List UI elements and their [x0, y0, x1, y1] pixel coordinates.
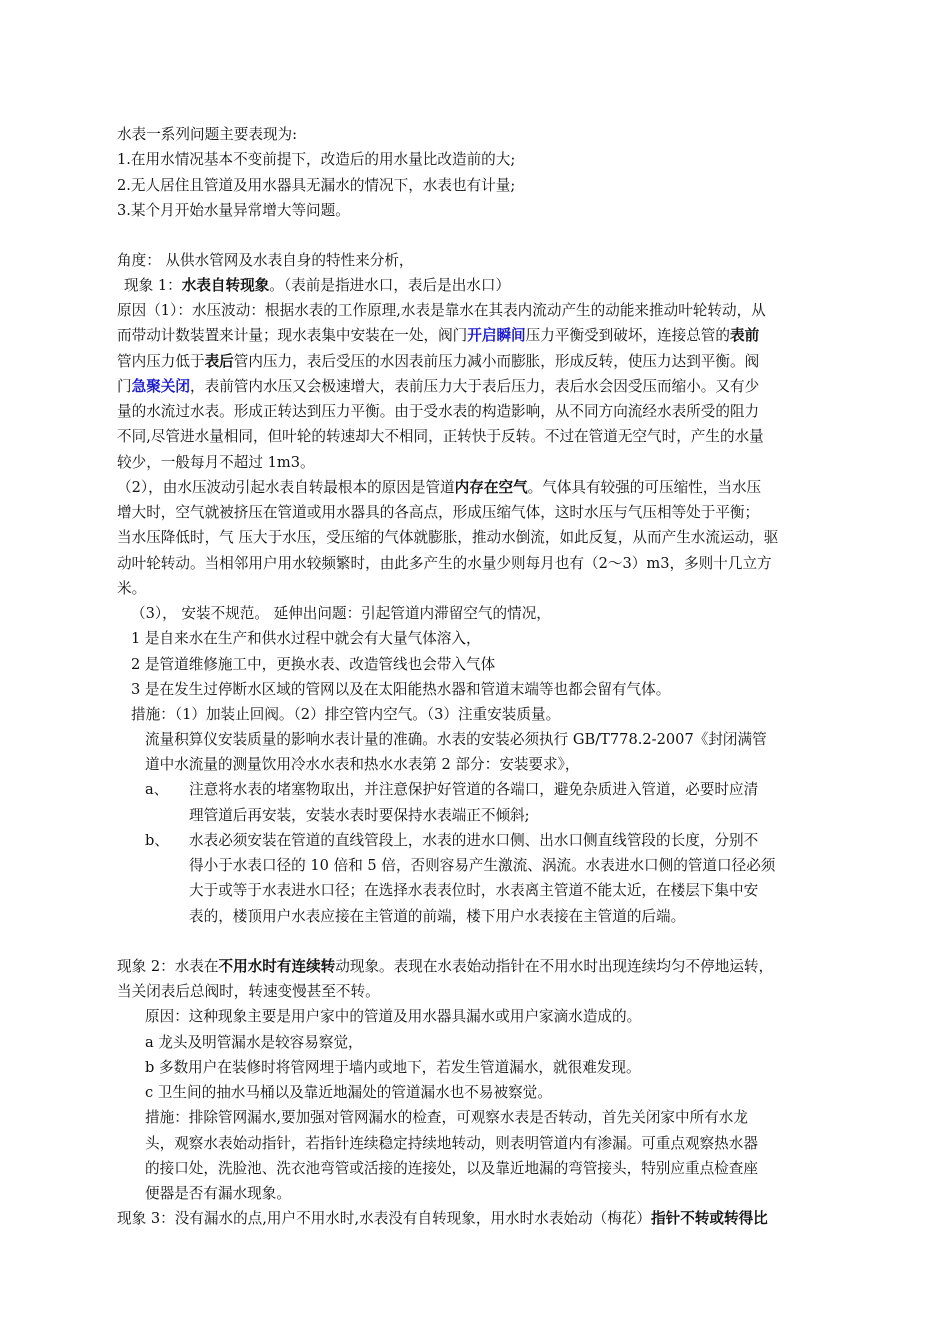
cause3-line: （3）， 安装不规范。 延伸出问题：引起管道内滞留空气的情况， — [131, 605, 551, 622]
air-source-item: 2 是管道维修施工中，更换水表、改造管线也会带入气体 — [131, 656, 496, 673]
text-run: 现象 2：水表在 — [117, 958, 219, 975]
phenomenon1-heading — [124, 276, 510, 296]
air-source-item: 3 是在发生过停断水区域的管网以及在太阳能热水器和管道末端等也都会留有气体。 — [131, 681, 671, 698]
phenomenon1-suffix: 。（表前是指进水口，表后是出水口） — [269, 277, 511, 294]
bold-pointer-not-turning: 指针不转或转得比 — [651, 1210, 768, 1227]
air-source-item: 1 是自来水在生产和供水过程中就会有大量气体溶入， — [131, 630, 481, 647]
install-rule-line: 水表必须安装在管道的直线管段上，水表的进水口侧、出水口侧直线管段的长度，分别不 — [189, 832, 759, 849]
phenomenon1-prefix: 现象 1： — [124, 277, 182, 294]
intro-item: 2.无人居住且管道及用水器具无漏水的情况下，水表也有计量; — [117, 177, 516, 194]
text-run: 门 — [117, 378, 132, 395]
bold-continuous-rotation: 不用水时有连续转 — [218, 958, 336, 975]
phenomenon3-heading — [117, 1209, 768, 1229]
standard-line: 道中水流量的测量饮用冷水水表和热水水表第 2 部分：安装要求》， — [145, 756, 580, 773]
phenomenon2-cause: 原因：这种现象主要是用户家中的管道及用水器具漏水或用户家滴水造成的。 — [145, 1008, 642, 1025]
cause1-line: 不同,尽管进水量相同，但叶轮的转速却大不相同，正转快于反转。不过在管道无空气时，产生的水量 — [117, 428, 764, 445]
list-marker: a、 — [145, 781, 169, 798]
cause2-line — [117, 478, 761, 498]
intro-item: 1.在用水情况基本不变前提下，改造后的用水量比改造前的大; — [117, 151, 516, 168]
leak-item: c 卫生间的抽水马桶以及靠近地漏处的管道漏水也不易被察觉。 — [145, 1084, 552, 1101]
leak-item: b 多数用户在装修时将管网埋于墙内或地下，若发生管道漏水，就很难发现。 — [145, 1059, 641, 1076]
cause1-line: 量的水流过水表。形成正转达到压力平衡。由于受水表的构造影响，从不同方向流经水表所受的阻力 — [117, 403, 760, 420]
text-run: ，表前管内水压又会极速增大，表前压力大于表后压力，表后水会因受压而缩小。又有少 — [190, 378, 760, 395]
intro-item: 3.某个月开始水量异常增大等问题。 — [117, 202, 350, 219]
install-rule-line: 得小于水表口径的 10 倍和 5 倍，否则容易产生激流、涡流。水表进水口侧的管道口径必须 — [189, 857, 776, 874]
install-rule-line: 理管道后再安装，安装水表时要保持水表端正不倾斜; — [189, 807, 530, 824]
cause2-line: 动叶轮转动。当相邻用户用水较频繁时，由此多产生的水量少则每月也有（2～3）m3，多则十几立方 — [117, 555, 772, 572]
phenomenon1-title: 水表自转现象 — [181, 277, 270, 294]
measures-line: 便器是否有漏水现象。 — [145, 1185, 291, 1202]
phenomenon2-heading — [117, 957, 773, 977]
standard-line: 流量积算仪安装质量的影响水表计量的准确。水表的安装必须执行 GB/T778.2-2007《封闭满管 — [145, 731, 767, 748]
bold-air-inside: 内存在空气 — [454, 479, 528, 496]
cause1-line — [117, 352, 759, 372]
cause1-line — [117, 377, 759, 397]
text-run: 压力平衡受到破坏，连接总管的 — [525, 327, 730, 344]
measures-line: 的接口处，洗脸池、洗衣池弯管或活接的连接处，以及靠近地漏的弯管接头，特别应重点检查座 — [145, 1160, 758, 1177]
install-rule-line: 表的，楼顶用户水表应接在主管道的前端，楼下用户水表接在主管道的后端。 — [189, 908, 686, 925]
text-run: 现象 3：没有漏水的点,用户不用水时,水表没有自转现象，用水时水表始动（梅花） — [117, 1210, 651, 1227]
text-run: （2），由水压波动引起水表自转最根本的原因是管道 — [117, 479, 455, 496]
cause1-line — [117, 326, 759, 346]
bold-after-meter: 表后 — [204, 353, 234, 370]
text-run: 。气体具有较强的可压缩性，当水压 — [527, 479, 762, 496]
text-run: 管内压力，表后受压的水因表前压力减小而膨胀，形成反转，使压力达到平衡。阀 — [233, 353, 760, 370]
bold-before-meter: 表前 — [729, 327, 760, 344]
cause2-line: 增大时，空气就被挤压在管道或用水器具的各高点，形成压缩气体，这时水压与气压相等处于平衡； — [117, 504, 760, 521]
install-rule-line: 大于或等于水表进水口径；在选择水表表位时，水表离主管道不能太近，在楼层下集中安 — [189, 882, 759, 899]
list-marker: b、 — [145, 832, 169, 849]
text-run: 而带动计数装置来计量；现水表集中安装在一处，阀门 — [117, 327, 468, 344]
measures-line: 措施：（1）加装止回阀。（2）排空管内空气。（3）注重安装质量。 — [131, 706, 561, 723]
highlight-open-instant: 开启瞬间 — [467, 327, 526, 344]
leak-item: a 龙头及明管漏水是较容易察觉， — [145, 1034, 363, 1051]
cause2-line: 米。 — [117, 580, 147, 597]
text-run: 动现象。表现在水表始动指针在不用水时出现连续均匀不停地运转， — [335, 958, 774, 975]
text-run: 管内压力低于 — [117, 353, 205, 370]
phenomenon2-line: 当关闭表后总阀时，转速变慢甚至不转。 — [117, 983, 380, 1000]
cause2-line: 当水压降低时，气 压大于水压，受压缩的气体就膨胀，推动水倒流，如此反复，从而产生水流运动，驱 — [117, 529, 779, 546]
cause1-line: 原因（1）：水压波动：根据水表的工作原理,水表是靠水在其表内流动产生的动能来推动叶轮转动，从 — [117, 302, 766, 319]
intro-heading: 水表一系列问题主要表现为: — [117, 126, 298, 143]
measures-line: 措施：排除管网漏水,要加强对管网漏水的检查，可观察水表是否转动，首先关闭家中所有水龙 — [145, 1109, 748, 1126]
measures-line: 头，观察水表始动指针，若指针连续稳定持续地转动，则表明管道内有渗漏。可重点观察热水器 — [145, 1135, 758, 1152]
analysis-angle: 角度： 从供水管网及水表自身的特性来分析， — [117, 252, 414, 269]
cause1-line: 较少，一般每月不超过 1m3。 — [117, 454, 315, 471]
highlight-sudden-close: 急聚关闭 — [131, 378, 190, 395]
install-rule-line: 注意将水表的堵塞物取出，并注意保护好管道的各端口，避免杂质进入管道，必要时应清 — [189, 781, 759, 798]
